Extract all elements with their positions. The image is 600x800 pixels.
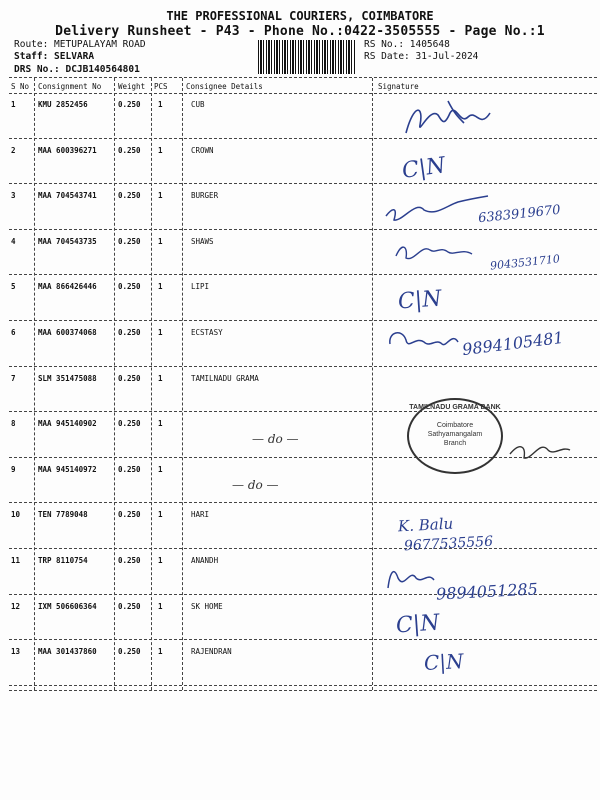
stamp-line: Branch <box>443 440 467 447</box>
cell-consignment: MAA 600374068 <box>38 328 97 337</box>
table-top-rule <box>9 77 597 78</box>
company-name: THE PROFESSIONAL COURIERS, COIMBATORE <box>166 9 434 23</box>
signature-4 <box>392 232 482 266</box>
col-divider <box>182 78 183 690</box>
cell-sno: 9 <box>11 464 16 474</box>
col-header-pcs: PCS <box>154 82 168 91</box>
phone-note: 9894105481 <box>461 327 565 360</box>
phone-note: 9677535556 <box>403 533 494 555</box>
signature-6 <box>384 322 464 358</box>
row-separator <box>9 229 597 230</box>
cell-weight: 0.250 <box>118 145 141 155</box>
cell-weight: 0.250 <box>118 419 141 429</box>
cell-sno: 10 <box>11 510 21 520</box>
phone-note: 9043531710 <box>489 252 561 273</box>
drs-number: DRS No.: DCJB140564801 <box>14 64 140 75</box>
cell-pcs: 1 <box>158 328 163 337</box>
cell-weight: 0.250 <box>118 191 141 201</box>
cell-weight: 0.250 <box>118 647 141 657</box>
cell-details: BURGER <box>191 191 219 201</box>
cell-details: CROWN <box>191 145 214 155</box>
cell-consignment: TRP 8110754 <box>38 556 88 565</box>
cell-pcs: 1 <box>158 282 163 292</box>
cell-consignment: MAA 866426446 <box>38 282 97 292</box>
phone-note: 9894051285 <box>435 579 539 604</box>
cell-pcs: 1 <box>158 647 163 657</box>
cell-weight: 0.250 <box>118 282 141 292</box>
col-header-weight: Weight <box>118 82 146 91</box>
col-header-sno: S No <box>11 82 30 91</box>
row-separator <box>9 502 597 503</box>
cell-sno: 11 <box>11 556 21 565</box>
cell-sno: 2 <box>11 145 16 155</box>
cell-weight: 0.250 <box>118 328 141 337</box>
cell-consignment: SLM 351475088 <box>38 373 97 383</box>
cell-consignment: MAA 704543735 <box>38 236 97 246</box>
cell-details: CUB <box>191 100 205 109</box>
row-separator <box>9 366 597 367</box>
cell-consignment: MAA 945140972 <box>38 464 97 474</box>
cell-weight: 0.250 <box>118 373 141 383</box>
row-separator <box>9 639 597 640</box>
cell-details: TAMILNADU GRAMA <box>191 373 259 383</box>
cell-sno: 1 <box>11 100 16 109</box>
col-header-consignment: Consignment No <box>38 82 102 91</box>
row-separator <box>9 138 597 139</box>
barcode <box>258 40 356 74</box>
cin-note: C|N <box>395 610 441 639</box>
cell-weight: 0.250 <box>118 510 141 520</box>
cell-consignment: IXM 506606364 <box>38 601 97 611</box>
col-divider <box>151 78 152 690</box>
signature-1 <box>398 95 508 145</box>
cell-pcs: 1 <box>158 419 163 429</box>
cell-weight: 0.250 <box>118 464 141 474</box>
cell-sno: 13 <box>11 647 21 657</box>
cell-pcs: 1 <box>158 236 163 246</box>
col-header-signature: Signature <box>378 82 419 91</box>
cell-weight: 0.250 <box>118 601 141 611</box>
ditto-mark: — do — <box>232 478 279 492</box>
bank-stamp <box>407 398 503 474</box>
row-separator <box>9 320 597 321</box>
cell-details: SK HOME <box>191 601 223 611</box>
cell-pcs: 1 <box>158 191 163 201</box>
rs-number: RS No.: 1405648 <box>364 39 450 50</box>
runsheet-title: Delivery Runsheet - P43 - Phone No.:0422-3505555 - Page No.:1 <box>55 24 545 39</box>
col-divider <box>372 78 373 690</box>
cell-consignment: MAA 704543741 <box>38 191 97 201</box>
route-label: Route: METUPALAYAM ROAD <box>14 39 146 50</box>
stamp-line: Sathyamangalam <box>427 431 483 438</box>
cell-details: ANANDH <box>191 556 219 565</box>
cell-pcs: 1 <box>158 601 163 611</box>
cell-consignment: KMU 2852456 <box>38 100 88 109</box>
cell-sno: 7 <box>11 373 16 383</box>
cell-pcs: 1 <box>158 100 163 109</box>
ditto-mark: — do — <box>252 432 299 446</box>
cell-details: ECSTASY <box>191 328 223 337</box>
header-bottom-rule <box>9 93 597 94</box>
col-header-details: Consignee Details <box>186 82 263 91</box>
cin-note: C|N <box>423 648 465 676</box>
row-separator <box>9 548 597 549</box>
cin-note: C|N <box>400 153 448 184</box>
cell-pcs: 1 <box>158 510 163 520</box>
cell-sno: 3 <box>11 191 16 201</box>
cell-pcs: 1 <box>158 556 163 565</box>
cell-weight: 0.250 <box>118 556 141 565</box>
stamp-line: Coimbatore <box>436 422 474 429</box>
cell-details: RAJENDRAN <box>191 647 232 657</box>
cell-details: LIPI <box>191 282 210 292</box>
row-separator <box>9 183 597 184</box>
col-divider <box>114 78 115 690</box>
cell-consignment: MAA 945140902 <box>38 419 97 429</box>
cell-pcs: 1 <box>158 464 163 474</box>
cin-note: C|N <box>397 286 443 315</box>
cell-pcs: 1 <box>158 373 163 383</box>
staff-label: Staff: SELVARA <box>14 51 95 62</box>
cell-sno: 12 <box>11 601 21 611</box>
cell-pcs: 1 <box>158 145 163 155</box>
row-separator <box>9 685 597 686</box>
cell-sno: 5 <box>11 282 16 292</box>
row-separator <box>9 411 597 412</box>
signature-11 <box>384 560 440 594</box>
table-bottom-rule <box>9 690 597 691</box>
name-note: K. Balu <box>397 514 454 536</box>
cell-details: SHAWS <box>191 236 214 246</box>
phone-note: 6383919670 <box>477 202 562 227</box>
row-separator <box>9 274 597 275</box>
cell-details: HARI <box>191 510 210 520</box>
cell-consignment: TEN 7789048 <box>38 510 88 520</box>
cell-weight: 0.250 <box>118 100 141 109</box>
signature-7 <box>506 432 576 468</box>
col-divider <box>34 78 35 690</box>
cell-weight: 0.250 <box>118 236 141 246</box>
cell-consignment: MAA 301437860 <box>38 647 97 657</box>
stamp-ring-text: TAMILNADU GRAMA BANK <box>409 404 501 411</box>
cell-sno: 4 <box>11 236 16 246</box>
rs-date: RS Date: 31-Jul-2024 <box>364 51 479 62</box>
cell-sno: 8 <box>11 419 16 429</box>
cell-sno: 6 <box>11 328 16 337</box>
cell-consignment: MAA 600396271 <box>38 145 97 155</box>
